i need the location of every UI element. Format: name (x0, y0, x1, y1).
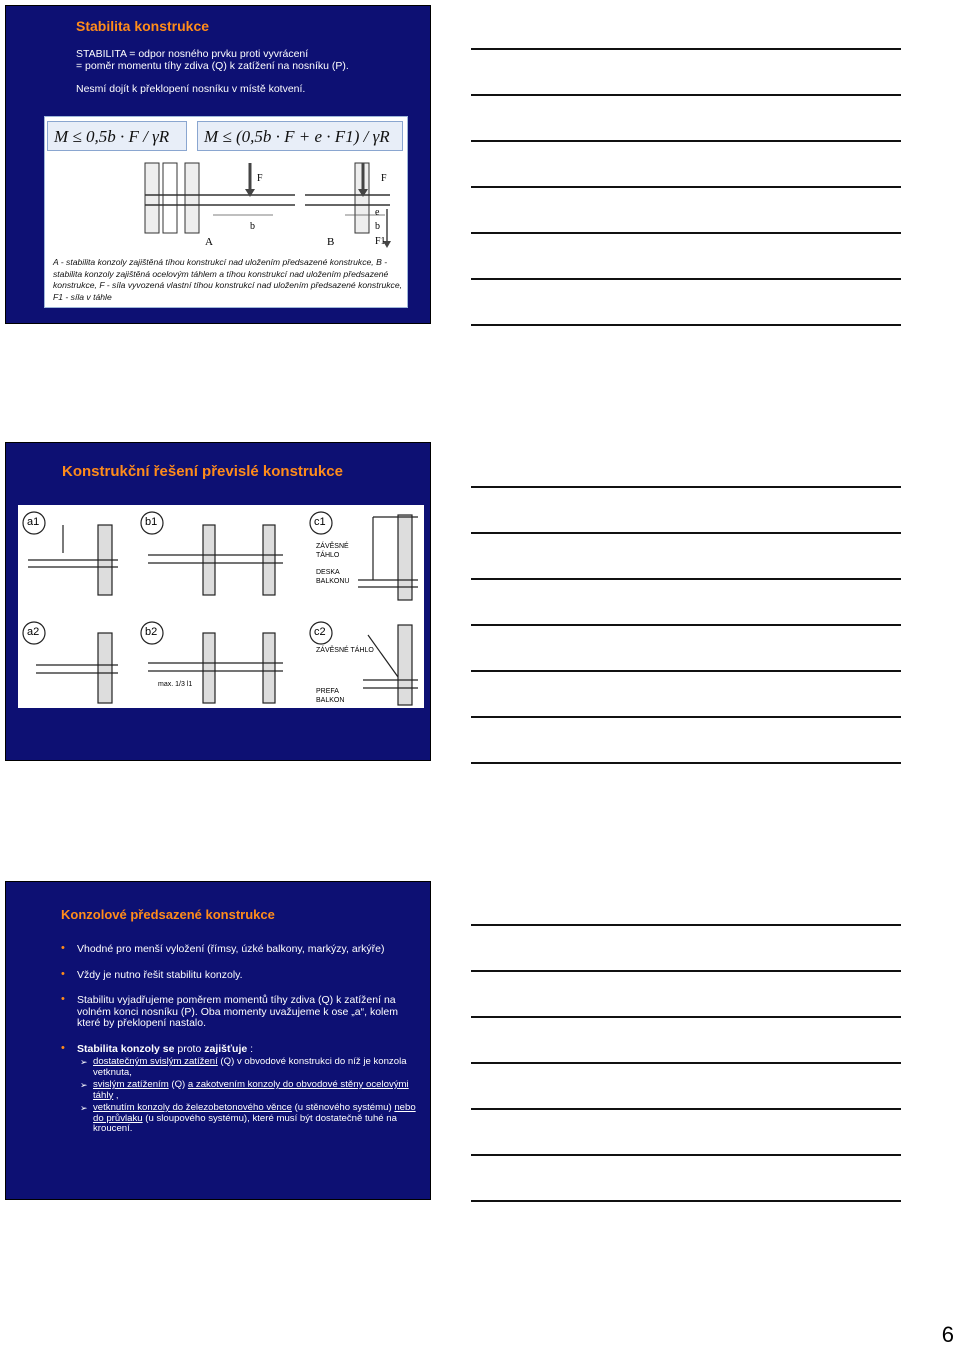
note-line (471, 48, 901, 50)
label-zavesne-tahlo-2: ZÁVĚSNÉ TÁHLO (316, 647, 374, 654)
sub-text-underlined: dostatečným svislým zatížení (93, 1056, 218, 1067)
formula-b: M ≤ (0,5b · F + e · F1) / γR (197, 121, 403, 151)
label-deska-balkonu: DESKA BALKONU (316, 569, 350, 585)
label-f-right: F (381, 173, 387, 184)
label-zavesne-tahlo-1: ZÁVĚSNÉ TÁHLO (316, 543, 349, 559)
slide-konzolove-konstrukce (5, 881, 431, 1200)
label-b-left: b (250, 221, 255, 232)
sub-text: , (113, 1089, 119, 1101)
note-line (471, 324, 901, 326)
note-line (471, 578, 901, 580)
note-line (471, 1108, 901, 1110)
bullet-icon: • (61, 993, 65, 1005)
figure-caption: A - stabilita konzoly zajištěná tíhou konstrukcí nad uložením předsazené konstrukce, B - stabilita konzoly zajištěná ocelovým táhlem a tíhou konstrukcí nad uložením předsazené konstrukce, F - síla vyvozená vlastní tíhou konstrukcí nad uložením předsazené konstrukce, F1 - síla v táhle (53, 257, 403, 302)
sub-item (77, 1103, 421, 1135)
bullet-text: Stabilitu vyjadřujeme poměrem momentů tíhy zdiva (Q) k zatížení na volném konci nosníku (P). Oba momenty uvažujeme k ose „a“, kolem které by překlopení nastalo. (77, 994, 398, 1029)
arrow-bullet-icon: ➢ (80, 1103, 88, 1113)
arrow-bullet-icon: ➢ (80, 1080, 88, 1090)
slide-title: Konstrukční řešení převislé konstrukce (62, 463, 343, 480)
note-line (471, 232, 901, 234)
slide-stabilita-konstrukce (5, 5, 431, 324)
label-c2: c2 (314, 626, 326, 638)
label-b-section: B (327, 236, 335, 248)
sub-text: (u stěnového systému) (291, 1102, 395, 1113)
list-item (61, 1041, 421, 1135)
label-max: max. 1/3 l1 (158, 681, 193, 688)
arrow-bullet-icon: ➢ (80, 1057, 88, 1067)
bullet-icon: • (61, 1041, 65, 1054)
label-c1: c1 (314, 516, 326, 528)
bullet-list (61, 944, 421, 1149)
note-line (471, 924, 901, 926)
bullet-text-bold: zajišťuje (204, 1042, 248, 1055)
note-line (471, 970, 901, 972)
label-f-left: F (257, 173, 263, 184)
note-line (471, 532, 901, 534)
bullet-icon: • (61, 942, 65, 954)
list-item (61, 944, 421, 956)
cantilever-solutions-figure (18, 505, 424, 708)
sub-text-underlined: svislým zatížením (93, 1079, 169, 1090)
stability-diagram (45, 153, 407, 263)
formula-a: M ≤ 0,5b · F / γR (47, 121, 187, 151)
label-a: A (205, 236, 213, 248)
note-line (471, 1016, 901, 1018)
note-line (471, 762, 901, 764)
label-e: e (375, 207, 380, 218)
note-line (471, 140, 901, 142)
sub-item (77, 1057, 421, 1078)
note-line (471, 1154, 901, 1156)
bullet-text: Vždy je nutno řešit stabilitu konzoly. (77, 968, 243, 981)
sub-text-underlined: a zakotvením konzoly do obvodové stěny ocelovými táhly (93, 1079, 409, 1101)
stability-figure (44, 116, 408, 308)
list-item (61, 995, 421, 1030)
note-line (471, 624, 901, 626)
note-line (471, 278, 901, 280)
sub-item (77, 1080, 421, 1101)
sub-text: (Q) (168, 1079, 188, 1090)
sub-text-underlined: nebo do průvlaku (93, 1102, 416, 1124)
slide-title: Stabilita konstrukce (76, 18, 210, 34)
bullet-text: Vhodné pro menší vyložení (římsy, úzké balkony, markýzy, arkýře) (77, 943, 385, 955)
label-a2: a2 (27, 626, 40, 638)
sub-text: (Q) v obvodové konstrukci do níž je konzola vetknuta, (93, 1056, 407, 1078)
sub-text: (u sloupového systému), které musí být dostatečně tuhé na kroucení. (93, 1112, 397, 1134)
bullet-text: : (247, 1042, 254, 1055)
note-line (471, 1062, 901, 1064)
note-line (471, 716, 901, 718)
note-line (471, 186, 901, 188)
label-b-right: b (375, 221, 380, 232)
bullet-icon: • (61, 967, 65, 980)
label-b2: b2 (145, 626, 158, 638)
note-line (471, 94, 901, 96)
label-b1: b1 (145, 516, 158, 528)
slide-konstrukcni-reseni (5, 442, 431, 761)
sub-text-underlined: vetknutím konzoly do železobetonového věnce (93, 1102, 292, 1113)
slide-title: Konzolové předsazené konstrukce (61, 907, 275, 922)
label-a1: a1 (27, 516, 40, 528)
note-line (471, 670, 901, 672)
label-f1: F1 (375, 236, 386, 247)
warning-line: Nesmí dojít k překlopení nosníku v místě kotvení. (76, 83, 306, 95)
note-line (471, 1200, 901, 1202)
definition-line-1: STABILITA = odpor nosného prvku proti vyvrácení (76, 48, 309, 60)
note-line (471, 486, 901, 488)
definition-line-2: = poměr momentu tíhy zdiva (Q) k zatížení na nosníku (P). (76, 60, 349, 72)
list-item (61, 967, 421, 982)
label-prefa-balkon: PREFA BALKON (316, 688, 345, 704)
page-number: 6 (941, 1322, 954, 1347)
bullet-text-bold: Stabilita konzoly se (77, 1042, 175, 1055)
cantilever-diagrams (18, 505, 424, 708)
bullet-text: proto (174, 1042, 205, 1055)
